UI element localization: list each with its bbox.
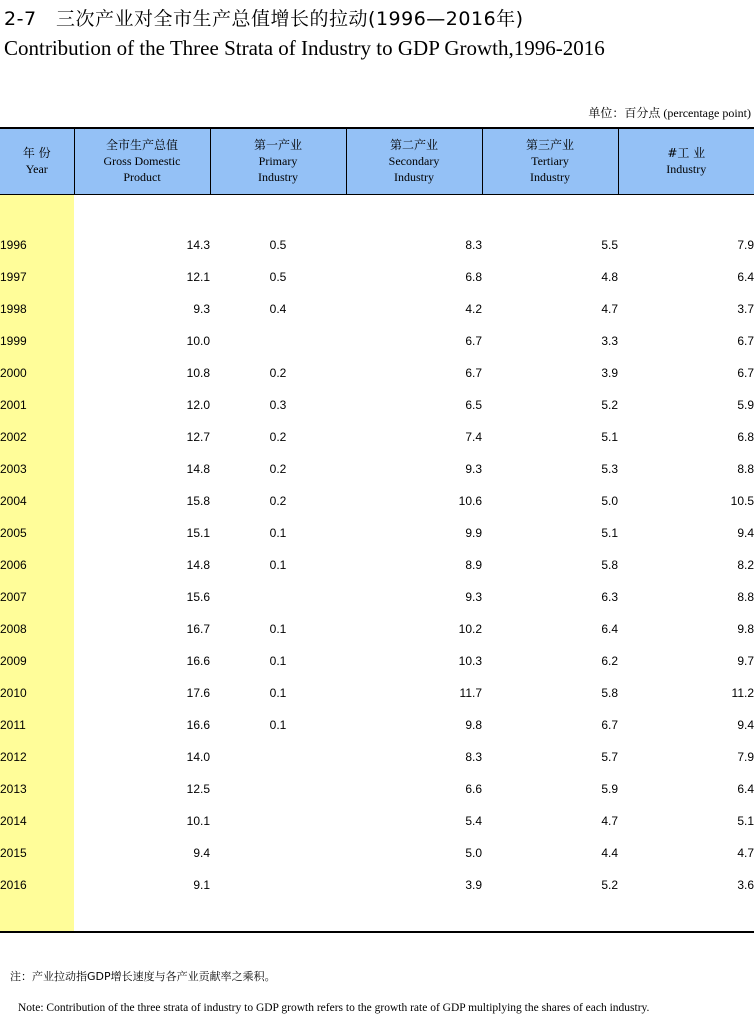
- header-year-cn: 年 份: [22, 146, 51, 161]
- table-row: [0, 485, 754, 517]
- cell-primary: 0.1: [269, 525, 287, 540]
- cell-gdp: 14.3: [186, 237, 210, 252]
- cell-gdp: 9.1: [193, 877, 210, 892]
- header-gdp-en1: Gross Domestic: [103, 154, 181, 169]
- cell-secondary: 6.8: [465, 269, 482, 284]
- cell-primary: [210, 837, 346, 869]
- cell-industry: 5.1: [737, 813, 754, 828]
- table-row: [0, 325, 754, 357]
- cell-secondary: 5.4: [465, 813, 482, 828]
- cell-secondary: 10.3: [458, 653, 482, 668]
- cell-year: 1999: [0, 325, 74, 357]
- cell-tertiary: 3.9: [601, 365, 618, 380]
- cell-industry: 8.8: [737, 461, 754, 476]
- table-row: [0, 389, 754, 421]
- header-primary-cn: 第一产业: [253, 138, 302, 153]
- cell-industry: 3.7: [737, 301, 754, 316]
- cell-industry: 8.2: [737, 557, 754, 572]
- cell-tertiary: 4.8: [601, 269, 618, 284]
- cell-industry: 8.8: [737, 589, 754, 604]
- cell-gdp: 12.0: [186, 397, 210, 412]
- cell-industry: 6.7: [737, 365, 754, 380]
- cell-tertiary: 5.9: [601, 781, 618, 796]
- cell-primary: 0.2: [269, 493, 287, 508]
- cell-year: 2012: [0, 741, 74, 773]
- header-industry-cn: #工 业: [667, 146, 706, 161]
- cell-gdp: 16.6: [186, 717, 210, 732]
- cell-industry: 7.9: [737, 749, 754, 764]
- page-title-cn: 2-7 三次产业对全市生产总值增长的拉动(1996—2016年): [4, 8, 524, 30]
- cell-secondary: 6.7: [465, 365, 482, 380]
- table-row: [0, 805, 754, 837]
- cell-industry: 6.7: [737, 333, 754, 348]
- cell-gdp: 14.8: [186, 557, 210, 572]
- cell-gdp: 16.7: [186, 621, 210, 636]
- table-row: [0, 741, 754, 773]
- cell-secondary: 6.5: [465, 397, 482, 412]
- table-row: [0, 229, 754, 261]
- table-row: [0, 421, 754, 453]
- cell-secondary: 9.9: [465, 525, 482, 540]
- table-row: [0, 517, 754, 549]
- table-row: [0, 869, 754, 901]
- header-gdp-cn: 全市生产总值: [105, 138, 178, 153]
- cell-year: 2007: [0, 581, 74, 613]
- header-year: [0, 128, 74, 194]
- header-tertiary-en2: Industry: [530, 170, 570, 185]
- cell-primary: 0.3: [269, 397, 287, 412]
- footnote-en: Note: Contribution of the three strata of industry to GDP growth refers to the growth rate of GDP multiplying the shares of each industry.: [18, 1002, 650, 1014]
- cell-industry: 5.9: [737, 397, 754, 412]
- cell-gdp: 15.8: [186, 493, 210, 508]
- cell-tertiary: 3.3: [601, 333, 618, 348]
- spacer-row: [0, 194, 754, 229]
- cell-tertiary: 4.7: [601, 301, 618, 316]
- table-row: [0, 549, 754, 581]
- cell-secondary: 10.2: [458, 621, 482, 636]
- header-year-en: Year: [25, 162, 48, 177]
- cell-gdp: 12.7: [186, 429, 210, 444]
- cell-secondary: 8.9: [465, 557, 482, 572]
- cell-primary: [210, 805, 346, 837]
- header-secondary: [346, 128, 482, 194]
- header-primary: [210, 128, 346, 194]
- cell-gdp: 15.6: [186, 589, 210, 604]
- cell-tertiary: 5.0: [601, 493, 618, 508]
- cell-year: 2006: [0, 549, 74, 581]
- table-row: [0, 677, 754, 709]
- cell-year: 2016: [0, 869, 74, 901]
- table-row: [0, 261, 754, 293]
- cell-industry: 6.8: [737, 429, 754, 444]
- cell-year: 2013: [0, 773, 74, 805]
- table-row: [0, 453, 754, 485]
- cell-primary: [210, 325, 346, 357]
- cell-year: 1997: [0, 261, 74, 293]
- header-tertiary: [482, 128, 618, 194]
- cell-year: 1996: [0, 229, 74, 261]
- table-row: [0, 357, 754, 389]
- cell-industry: 10.5: [730, 493, 754, 508]
- cell-secondary: 3.9: [465, 877, 482, 892]
- header-tertiary-cn: 第三产业: [525, 138, 574, 153]
- cell-tertiary: 5.2: [601, 397, 618, 412]
- cell-industry: 9.4: [737, 717, 754, 732]
- end-padding-row: [0, 901, 754, 932]
- cell-primary: [210, 869, 346, 901]
- cell-primary: [210, 741, 346, 773]
- cell-year: 2015: [0, 837, 74, 869]
- header-gdp-en2: Product: [123, 170, 161, 185]
- header-secondary-en2: Industry: [394, 170, 434, 185]
- cell-primary: 0.4: [269, 301, 287, 316]
- cell-secondary: 4.2: [465, 301, 482, 316]
- cell-secondary: 9.3: [465, 461, 482, 476]
- unit-label: 单位：百分点 (percentage point): [588, 106, 751, 120]
- cell-secondary: 9.8: [465, 717, 482, 732]
- cell-year: 2011: [0, 709, 74, 741]
- header-row: [0, 128, 754, 194]
- cell-primary: 0.2: [269, 429, 287, 444]
- cell-secondary: 7.4: [465, 429, 482, 444]
- cell-gdp: 15.1: [186, 525, 210, 540]
- cell-year: 2010: [0, 677, 74, 709]
- cell-gdp: 9.4: [193, 845, 210, 860]
- cell-tertiary: 6.4: [601, 621, 618, 636]
- footnote-cn: 注：产业拉动指GDP增长速度与各产业贡献率之乘积。: [10, 970, 276, 983]
- cell-industry: 9.7: [737, 653, 754, 668]
- cell-secondary: 10.6: [458, 493, 482, 508]
- cell-secondary: 6.7: [465, 333, 482, 348]
- cell-year: 2001: [0, 389, 74, 421]
- cell-primary: [210, 581, 346, 613]
- table-row: [0, 645, 754, 677]
- cell-gdp: 17.6: [186, 685, 210, 700]
- cell-primary: 0.1: [269, 621, 287, 636]
- cell-primary: 0.2: [269, 365, 287, 380]
- cell-year: 2004: [0, 485, 74, 517]
- cell-tertiary: 5.1: [601, 429, 618, 444]
- cell-primary: 0.5: [269, 269, 287, 284]
- cell-primary: 0.1: [269, 685, 287, 700]
- table-row: [0, 613, 754, 645]
- cell-industry: 6.4: [737, 781, 754, 796]
- cell-primary: 0.1: [269, 653, 287, 668]
- table-row: [0, 709, 754, 741]
- header-industry: [618, 128, 754, 194]
- cell-gdp: 10.1: [186, 813, 210, 828]
- cell-secondary: 8.3: [465, 237, 482, 252]
- cell-industry: 3.6: [737, 877, 754, 892]
- cell-industry: 7.9: [737, 237, 754, 252]
- cell-gdp: 9.3: [193, 301, 210, 316]
- header-tertiary-en1: Tertiary: [531, 154, 569, 169]
- cell-secondary: 8.3: [465, 749, 482, 764]
- header-primary-en1: Primary: [258, 154, 298, 169]
- cell-year: 2009: [0, 645, 74, 677]
- table-row: [0, 293, 754, 325]
- cell-tertiary: 5.2: [601, 877, 618, 892]
- cell-industry: 6.4: [737, 269, 754, 284]
- cell-year: 2005: [0, 517, 74, 549]
- cell-tertiary: 6.2: [601, 653, 618, 668]
- cell-year: 2002: [0, 421, 74, 453]
- cell-tertiary: 4.7: [601, 813, 618, 828]
- cell-gdp: 12.1: [186, 269, 210, 284]
- cell-gdp: 14.8: [186, 461, 210, 476]
- cell-gdp: 16.6: [186, 653, 210, 668]
- cell-year: 2003: [0, 453, 74, 485]
- cell-industry: 11.2: [731, 685, 754, 700]
- header-secondary-cn: 第二产业: [389, 138, 438, 153]
- cell-secondary: 11.7: [459, 685, 482, 700]
- cell-tertiary: 5.5: [601, 237, 618, 252]
- cell-gdp: 10.8: [186, 365, 210, 380]
- cell-secondary: 9.3: [465, 589, 482, 604]
- cell-year: 2014: [0, 805, 74, 837]
- cell-primary: 0.5: [269, 237, 287, 252]
- cell-industry: 9.4: [737, 525, 754, 540]
- header-secondary-en1: Secondary: [388, 154, 440, 169]
- cell-tertiary: 5.8: [601, 557, 618, 572]
- page-title-en: Contribution of the Three Strata of Industry to GDP Growth,1996-2016: [4, 36, 605, 60]
- cell-primary: 0.1: [269, 717, 287, 732]
- cell-secondary: 5.0: [465, 845, 482, 860]
- cell-gdp: 10.0: [186, 333, 210, 348]
- cell-year: 2000: [0, 357, 74, 389]
- cell-year: 1998: [0, 293, 74, 325]
- cell-secondary: 6.6: [465, 781, 482, 796]
- cell-industry: 4.7: [737, 845, 754, 860]
- cell-tertiary: 5.8: [601, 685, 618, 700]
- table-row: [0, 837, 754, 869]
- cell-tertiary: 6.3: [601, 589, 618, 604]
- cell-primary: [210, 773, 346, 805]
- header-industry-en: Industry: [666, 162, 707, 177]
- cell-primary: 0.2: [269, 461, 287, 476]
- header-primary-en2: Industry: [258, 170, 298, 185]
- cell-tertiary: 5.3: [601, 461, 618, 476]
- cell-primary: 0.1: [269, 557, 287, 572]
- cell-year: 2008: [0, 613, 74, 645]
- cell-tertiary: 5.1: [601, 525, 618, 540]
- cell-industry: 9.8: [737, 621, 754, 636]
- cell-tertiary: 5.7: [601, 749, 618, 764]
- table-row: [0, 581, 754, 613]
- cell-gdp: 14.0: [186, 749, 210, 764]
- cell-gdp: 12.5: [186, 781, 210, 796]
- cell-tertiary: 4.4: [601, 845, 618, 860]
- cell-tertiary: 6.7: [601, 717, 618, 732]
- data-table: [0, 127, 754, 933]
- header-gdp: [74, 128, 210, 194]
- table-row: [0, 773, 754, 805]
